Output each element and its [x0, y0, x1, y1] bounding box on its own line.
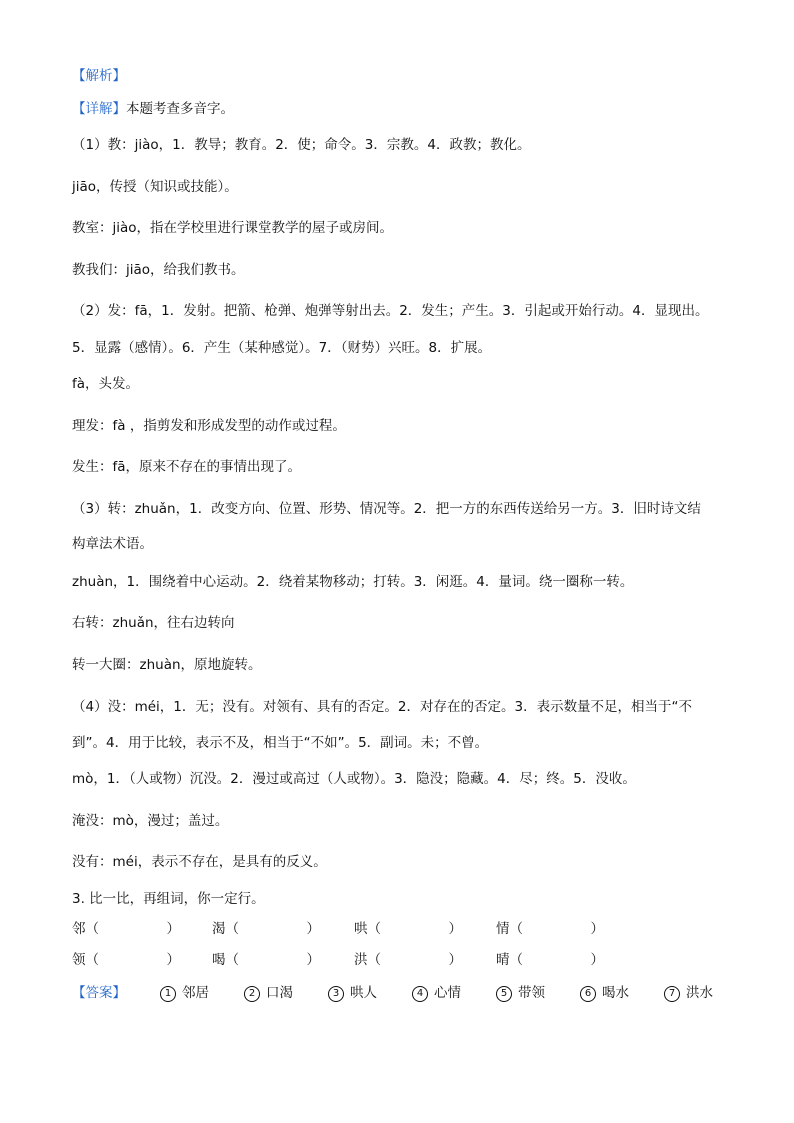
text-line: zhuàn，1．围绕着中心运动。2．绕着某物移动；打转。3．闲逛。4．量词。绕一圈称一转。: [72, 574, 634, 590]
answer-item: 1 邻居: [160, 983, 209, 1003]
text-line: 转一大圈：zhuàn，原地旋转。: [72, 657, 262, 673]
question-title: 3. 比一比，再组词，你一定行。: [72, 891, 265, 907]
text-line: （3）转：zhuǎn，1．改变方向、位置、形势、情况等。2．把一方的东西传送给另一方。3．旧时诗文结: [72, 501, 701, 517]
circled-number-icon: 5: [496, 986, 512, 1002]
text-line: 淹没：mò，漫过；盖过。: [72, 813, 229, 829]
circled-number-icon: 4: [412, 986, 428, 1002]
answer-item: 6 喝水: [580, 983, 629, 1003]
text-line: （2）发：fā，1．发射。把箭、枪弹、炮弹等射出去。2．发生；产生。3．引起或开始行动。4．显现出。: [72, 303, 709, 319]
text-line: 没有：méi，表示不存在，是具有的反义。: [72, 854, 327, 870]
blank-item: 情（ ）: [496, 921, 604, 937]
detail-text: 本题考查多音字。: [126, 101, 234, 117]
text-line: 到”。4．用于比较，表示不及，相当于“不如”。5．副词。未；不曾。: [72, 735, 489, 751]
blank-item: 渴（ ）: [212, 921, 320, 937]
text-line: 5．显露（感情）。6．产生（某种感觉）。7．（财势）兴旺。8．扩展。: [72, 340, 492, 356]
text-line: mò，1．（人或物）沉没。2．漫过或高过（人或物）。3．隐没；隐藏。4．尽；终。5．没收。: [72, 771, 636, 787]
circled-number-icon: 7: [664, 986, 680, 1002]
answer-item: 7 洪水: [664, 983, 713, 1003]
text-line: （1）教：jiào，1．教导；教育。2．使；命令。3．宗教。4．政教；教化。: [72, 137, 531, 153]
answer-item: 5 带领: [496, 983, 545, 1003]
detail-paragraph: [72, 100, 234, 118]
answer-item: 2 口渴: [244, 983, 293, 1003]
text-line: （4）没：méi，1．无；没有。对领有、具有的否定。2．对存在的否定。3．表示数量不足，相当于“不: [72, 699, 693, 715]
circled-number-icon: 1: [160, 986, 176, 1002]
text-line: 理发：fà ，指剪发和形成发型的动作或过程。: [72, 418, 346, 434]
answer-label: 【答案】: [72, 985, 126, 1001]
text-line: jiāo，传授（知识或技能）。: [72, 179, 238, 195]
circled-number-icon: 6: [580, 986, 596, 1002]
analysis-heading: 【解析】: [72, 68, 126, 84]
blank-item: 喝（ ）: [212, 952, 320, 968]
blank-item: 邻（ ）: [72, 921, 180, 937]
detail-label: 【详解】: [72, 101, 126, 117]
blank-item: 晴（ ）: [496, 952, 604, 968]
answer-item: 4 心情: [412, 983, 461, 1003]
text-line: 右转：zhuǎn，往右边转向: [72, 615, 235, 631]
circled-number-icon: 3: [328, 986, 344, 1002]
circled-number-icon: 2: [244, 986, 260, 1002]
blank-item: 哄（ ）: [354, 921, 462, 937]
text-line: 发生：fā，原来不存在的事情出现了。: [72, 459, 302, 475]
blank-item: 领（ ）: [72, 952, 180, 968]
answer-item: 3 哄人: [328, 983, 377, 1003]
answer-row: [72, 983, 732, 1003]
text-line: 教我们：jiāo，给我们教书。: [72, 262, 245, 278]
blank-item: 洪（ ）: [354, 952, 462, 968]
text-line: 教室：jiào，指在学校里进行课堂教学的屋子或房间。: [72, 220, 394, 236]
text-line: 构章法术语。: [72, 536, 153, 552]
text-line: fà，头发。: [72, 376, 140, 392]
